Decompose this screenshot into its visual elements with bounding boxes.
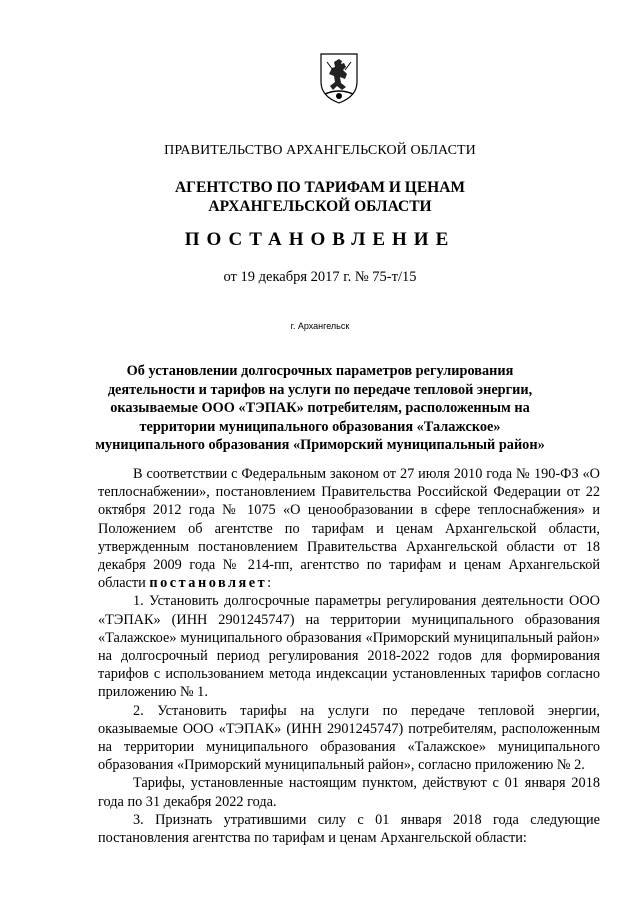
item-3-paragraph: 3. Признать утратившими силу с 01 января 2018 года следующие постановления агентства по тарифам и ценам Архангельской области: [98,811,600,847]
government-name: ПРАВИТЕЛЬСТВО АРХАНГЕЛЬСКОЙ ОБЛАСТИ [164,143,476,158]
preamble-paragraph [98,465,600,592]
item-1-paragraph: 1. Установить долгосрочные параметры регулирования деятельности ООО «ТЭПАК» (ИНН 2901245747) на территории муниципального образования «Талажское» муниципального образования «Приморский муниципальный район» на долгосрочный период регулирования 2018-2022 годов для формирования тарифов с использованием метода индексации установленных тарифов согласно приложению № 1. [98,593,600,701]
agency-name [0,178,640,216]
item-2-note-paragraph: Тарифы, установленные настоящим пунктом, действуют с 01 января 2018 года по 31 декабря 2022 года. [98,775,600,810]
resolves-colon: : [267,575,272,592]
subject-line: деятельности и тарифов на услуги по передаче тепловой энергии, [107,381,533,398]
document-subject [0,362,640,455]
preamble-text: В соответствии с Федеральным законом от 27 июля 2010 года № 190-ФЗ «О теплоснабжении», постановлением Правительства Российской Федерации от 22 октября 2012 года № 1075 «О ценообразовании в сфере теплоснабжения» и Положением об агентстве по тарифам и ценам Архангельской области, утвержденным постановлением Правительства Архангельской области от 18 декабря 2009 года № 214-пп, агентство по тарифам и ценам Архангельской области [98,466,600,592]
item-2-paragraph: 2. Установить тарифы на услуги по передаче тепловой энергии, оказываемые ООО «ТЭПАК» (ИНН 2901245747) потребителям, расположенным на территории муниципального образования «Талажское» муниципального образования «Приморский муниципальный район», согласно приложению № 2. [98,702,600,774]
coat-of-arms-emblem [319,52,359,104]
document-type-title: ПОСТАНОВЛЕНИЕ [184,229,456,250]
agency-name-line: АГЕНТСТВО ПО ТАРИФАМ И ЦЕНАМ [174,179,466,196]
document-body [98,465,600,847]
resolves-word: постановляет [149,575,268,592]
agency-name-line: АРХАНГЕЛЬСКОЙ ОБЛАСТИ [208,198,432,215]
city-name: г. Архангельск [290,321,350,331]
subject-line: территории муниципального образования «Талажское» [139,418,501,435]
date-and-number: от 19 декабря 2017 г. № 75-т/15 [223,269,417,285]
subject-line: Об установлении долгосрочных параметров регулирования [126,363,514,379]
subject-line: оказываемые ООО «ТЭПАК» потребителям, расположенным на [110,400,530,416]
subject-line: муниципального образования «Приморский муниципальный район» [95,437,545,453]
